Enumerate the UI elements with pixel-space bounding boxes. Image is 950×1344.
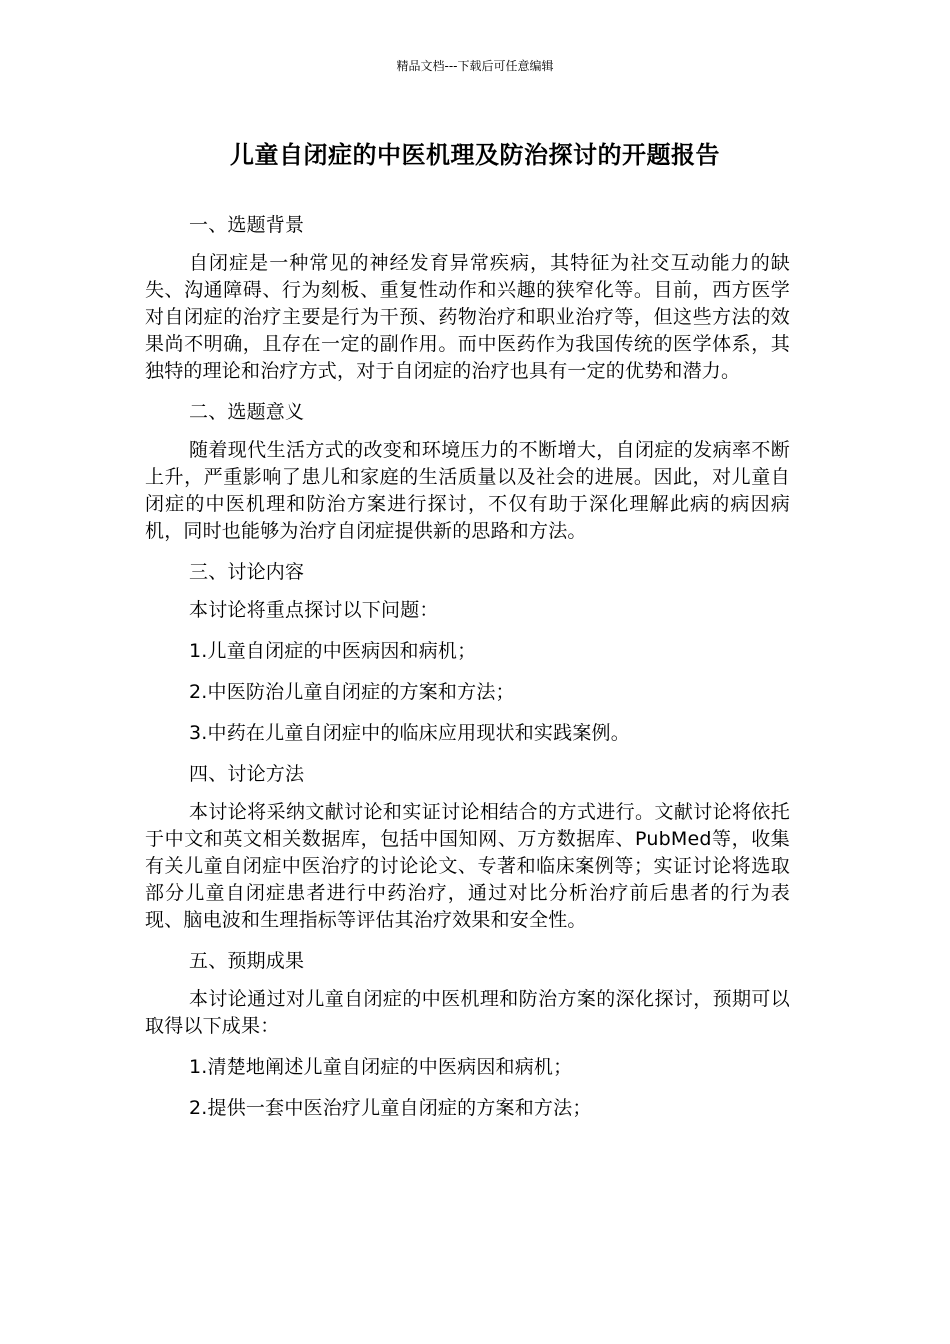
section-heading-results: 五、预期成果: [189, 950, 305, 972]
paragraph-background: 自闭症是一种常见的神经发育异常疾病，其特征为社交互动能力的缺失、沟通障碍、行为刻板、重复性动作和兴趣的狭窄化等。目前，西方医学对自闭症的治疗主要是行为干预、药物治疗和职业治疗等，但这些方法的效果尚不明确，且存在一定的副作用。而中医药作为我国传统的医学体系，其独特的理论和治疗方式，对于自闭症的治疗也具有一定的优势和潜力。: [145, 252, 790, 382]
list-item-results-1: 1.清楚地阐述儿童自闭症的中医病因和病机；: [189, 1056, 573, 1078]
list-item-content-2: 2.中医防治儿童自闭症的方案和方法；: [189, 681, 515, 703]
paragraph-method: 本讨论将采纳文献讨论和实证讨论相结合的方式进行。文献讨论将依托于中文和英文相关数据库，包括中国知网、万方数据库、PubMed等，收集有关儿童自闭症中医治疗的讨论论文、专著和临床案例等；实证讨论将选取部分儿童自闭症患者进行中药治疗，通过对比分析治疗前后患者的行为表现、脑电波和生理指标等评估其治疗效果和安全性。: [145, 801, 790, 931]
document-title: 儿童自闭症的中医机理及防治探讨的开题报告: [230, 141, 720, 169]
paragraph-results-intro: 本讨论通过对儿童自闭症的中医机理和防治方案的深化探讨，预期可以取得以下成果：: [145, 988, 790, 1037]
list-item-content-3: 3.中药在儿童自闭症中的临床应用现状和实践案例。: [189, 722, 630, 744]
page-header: 精品文档---下载后可任意编辑: [396, 59, 554, 73]
section-heading-significance: 二、选题意义: [189, 401, 305, 423]
section-heading-content: 三、讨论内容: [189, 561, 305, 583]
list-item-results-2: 2.提供一套中医治疗儿童自闭症的方案和方法；: [189, 1097, 592, 1119]
section-heading-method: 四、讨论方法: [189, 763, 305, 785]
document-body: [145, 212, 790, 1136]
list-item-content-1: 1.儿童自闭症的中医病因和病机；: [189, 640, 477, 662]
paragraph-significance: 随着现代生活方式的改变和环境压力的不断增大，自闭症的发病率不断上升，严重影响了患儿和家庭的生活质量以及社会的进展。因此，对儿童自闭症的中医机理和防治方案进行探讨，不仅有助于深化理解此病的病因病机，同时也能够为治疗自闭症提供新的思路和方法。: [145, 439, 790, 542]
section-heading-background: 一、选题背景: [189, 214, 305, 236]
paragraph-content-intro: 本讨论将重点探讨以下问题：: [189, 599, 439, 621]
